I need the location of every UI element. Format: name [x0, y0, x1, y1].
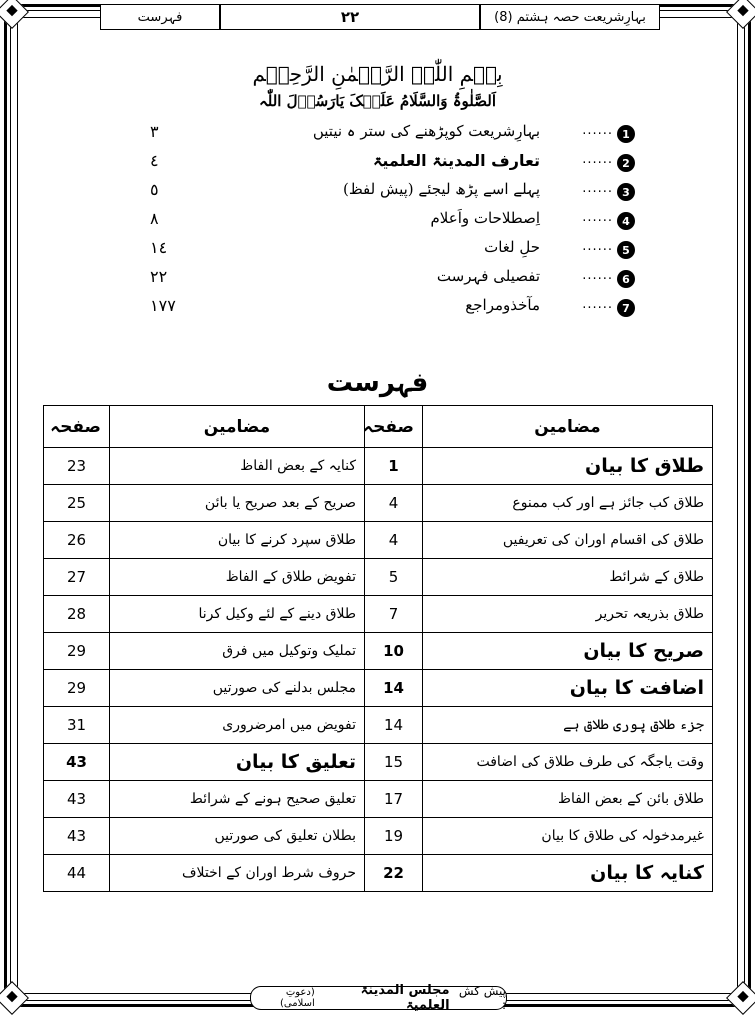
page-cell: 27	[44, 559, 110, 596]
page-cell: 43	[44, 781, 110, 818]
header-section-title: فہرست	[100, 4, 220, 30]
page-cell: 26	[44, 522, 110, 559]
page-cell: 28	[44, 596, 110, 633]
page-cell: 29	[44, 670, 110, 707]
page-cell: 43	[44, 744, 110, 781]
toc-number-badge: 5	[617, 241, 635, 259]
contents-table	[43, 405, 713, 892]
toc-item[interactable]	[150, 265, 635, 294]
toc-number-badge: 2	[617, 154, 635, 172]
toc-leader-dots: ......	[582, 152, 613, 167]
subject-cell[interactable]: تفویض میں امرضروری	[110, 707, 365, 744]
subject-cell[interactable]: طلاق کے شرائط	[423, 559, 713, 596]
toc-title: اِصطلاحات واَعلام	[430, 209, 540, 227]
toc-title: تعارف المدینۃ العلمیۃ	[372, 151, 540, 170]
page-cell: 22	[365, 855, 423, 892]
page-cell: 31	[44, 707, 110, 744]
page-cell: 23	[44, 448, 110, 485]
header-page-number: ۲۲	[220, 4, 480, 30]
table-row	[44, 855, 713, 892]
page-cell: 29	[44, 633, 110, 670]
column-header-page: صفحہ	[44, 406, 110, 448]
subject-cell[interactable]: طلاق کا بیان	[423, 448, 713, 485]
toc-leader-dots: ......	[582, 239, 613, 254]
subject-cell[interactable]: اضافت کا بیان	[423, 670, 713, 707]
page-cell: 15	[365, 744, 423, 781]
toc-title: تفصیلی فہرست	[436, 267, 540, 285]
page-cell: 10	[365, 633, 423, 670]
toc-number-badge: 7	[617, 299, 635, 317]
page-cell: 14	[365, 670, 423, 707]
table-row	[44, 448, 713, 485]
toc-page-number: ۳	[150, 122, 159, 141]
toc-leader-dots: ......	[582, 123, 613, 138]
toc-item[interactable]	[150, 120, 635, 149]
contents-heading: فہرست	[326, 368, 429, 398]
subject-cell[interactable]: طلاق دینے کے لئے وکیل کرنا	[110, 596, 365, 633]
page-cell: 17	[365, 781, 423, 818]
toc-item[interactable]	[150, 207, 635, 236]
toc-leader-dots: ......	[582, 297, 613, 312]
table-row	[44, 485, 713, 522]
subject-cell[interactable]: تملیک وتوکیل میں فرق	[110, 633, 365, 670]
page-cell: 44	[44, 855, 110, 892]
toc-item[interactable]	[150, 149, 635, 178]
toc-page-number: ٥	[150, 180, 159, 199]
table-row	[44, 818, 713, 855]
toc-number-badge: 3	[617, 183, 635, 201]
toc-page-number: ١٤	[150, 238, 168, 257]
footer-subtitle: (دعوتِ اسلامی)	[280, 987, 315, 1009]
toc-leader-dots: ......	[582, 210, 613, 225]
toc-item[interactable]	[150, 294, 635, 323]
table-row	[44, 633, 713, 670]
toc-title: پہلے اسے پڑھ لیجئے (پیش لفظ)	[342, 180, 540, 198]
subject-cell[interactable]: طلاق سپرد کرنے کا بیان	[110, 522, 365, 559]
table-header-row	[44, 406, 713, 448]
subject-cell[interactable]: طلاق کب جائز ہے اور کب ممنوع	[423, 485, 713, 522]
column-header-page: صفحہ	[365, 406, 423, 448]
subject-cell[interactable]: صریح کے بعد صریح یا بائن	[110, 485, 365, 522]
subject-cell[interactable]: مجلس بدلنے کی صورتیں	[110, 670, 365, 707]
toc-number-badge: 4	[617, 212, 635, 230]
page-cell: 43	[44, 818, 110, 855]
page-cell: 19	[365, 818, 423, 855]
subject-cell[interactable]: حروف شرط اوران کے اختلاف	[110, 855, 365, 892]
table-row	[44, 707, 713, 744]
table-row	[44, 559, 713, 596]
toc-leader-dots: ......	[582, 268, 613, 283]
salat-calligraphy: اَلصَّلٰوۃُ وَالسَّلَامُ عَلَیۡکَ یَارَسُوۡلَ اللّٰہ	[258, 92, 497, 110]
footer-label: پیش کش :	[458, 984, 506, 1012]
toc-page-number: ١٧٧	[150, 296, 176, 315]
table-row	[44, 781, 713, 818]
toc-number-badge: 6	[617, 270, 635, 288]
page-cell: 4	[365, 485, 423, 522]
table-row	[44, 596, 713, 633]
table-row	[44, 522, 713, 559]
page-cell: 5	[365, 559, 423, 596]
page-cell: 25	[44, 485, 110, 522]
subject-cell[interactable]: جزء طلاق پوری طلاق ہے	[423, 707, 713, 744]
subject-cell[interactable]: کنایہ کے بعض الفاظ	[110, 448, 365, 485]
page-cell: 14	[365, 707, 423, 744]
footer-organization: مجلس المدینۃ العلمیۃ	[360, 983, 450, 1013]
table-row	[44, 744, 713, 781]
column-header-subject: مضامین	[110, 406, 365, 448]
toc-page-number: ٤	[150, 151, 159, 170]
toc-page-number: ٢٢	[150, 267, 168, 286]
table-row	[44, 670, 713, 707]
publisher-footer	[250, 983, 507, 1013]
page-cell: 7	[365, 596, 423, 633]
subject-cell[interactable]: بطلان تعلیق کی صورتیں	[110, 818, 365, 855]
subject-cell[interactable]: کنایہ کا بیان	[423, 855, 713, 892]
toc-title: حلِ لغات	[484, 238, 540, 256]
subject-cell[interactable]: غیرمدخولہ کی طلاق کا بیان	[423, 818, 713, 855]
subject-cell[interactable]: تعلیق صحیح ہونے کے شرائط	[110, 781, 365, 818]
toc-item[interactable]	[150, 178, 635, 207]
subject-cell[interactable]: تفویض طلاق کے الفاظ	[110, 559, 365, 596]
preliminary-contents-list	[150, 120, 635, 323]
subject-cell[interactable]: طلاق بائن کے بعض الفاظ	[423, 781, 713, 818]
toc-number-badge: 1	[617, 125, 635, 143]
toc-leader-dots: ......	[582, 181, 613, 196]
toc-page-number: ٨	[150, 209, 159, 228]
toc-title: مآخذومراجع	[465, 296, 540, 314]
subject-cell[interactable]: وقت یاجگہ کی طرف طلاق کی اضافت	[423, 744, 713, 781]
column-header-subject: مضامین	[423, 406, 713, 448]
subject-cell[interactable]: طلاق بذریعہ تحریر	[423, 596, 713, 633]
subject-cell[interactable]: تعلیق کا بیان	[110, 744, 365, 781]
page-cell: 4	[365, 522, 423, 559]
bismillah-calligraphy: بِسۡمِ اللّٰہِ الرَّحۡمٰنِ الرَّحِیۡم	[252, 62, 503, 86]
page-cell: 1	[365, 448, 423, 485]
header-book-title: بہارِشریعت حصہ ہشتم (8)	[480, 4, 660, 30]
toc-item[interactable]	[150, 236, 635, 265]
subject-cell[interactable]: صریح کا بیان	[423, 633, 713, 670]
subject-cell[interactable]: طلاق کی اقسام اوران کی تعریفیں	[423, 522, 713, 559]
toc-title: بہارِشریعت کوپڑھنے کی ستر ہ نیتیں	[312, 122, 540, 140]
